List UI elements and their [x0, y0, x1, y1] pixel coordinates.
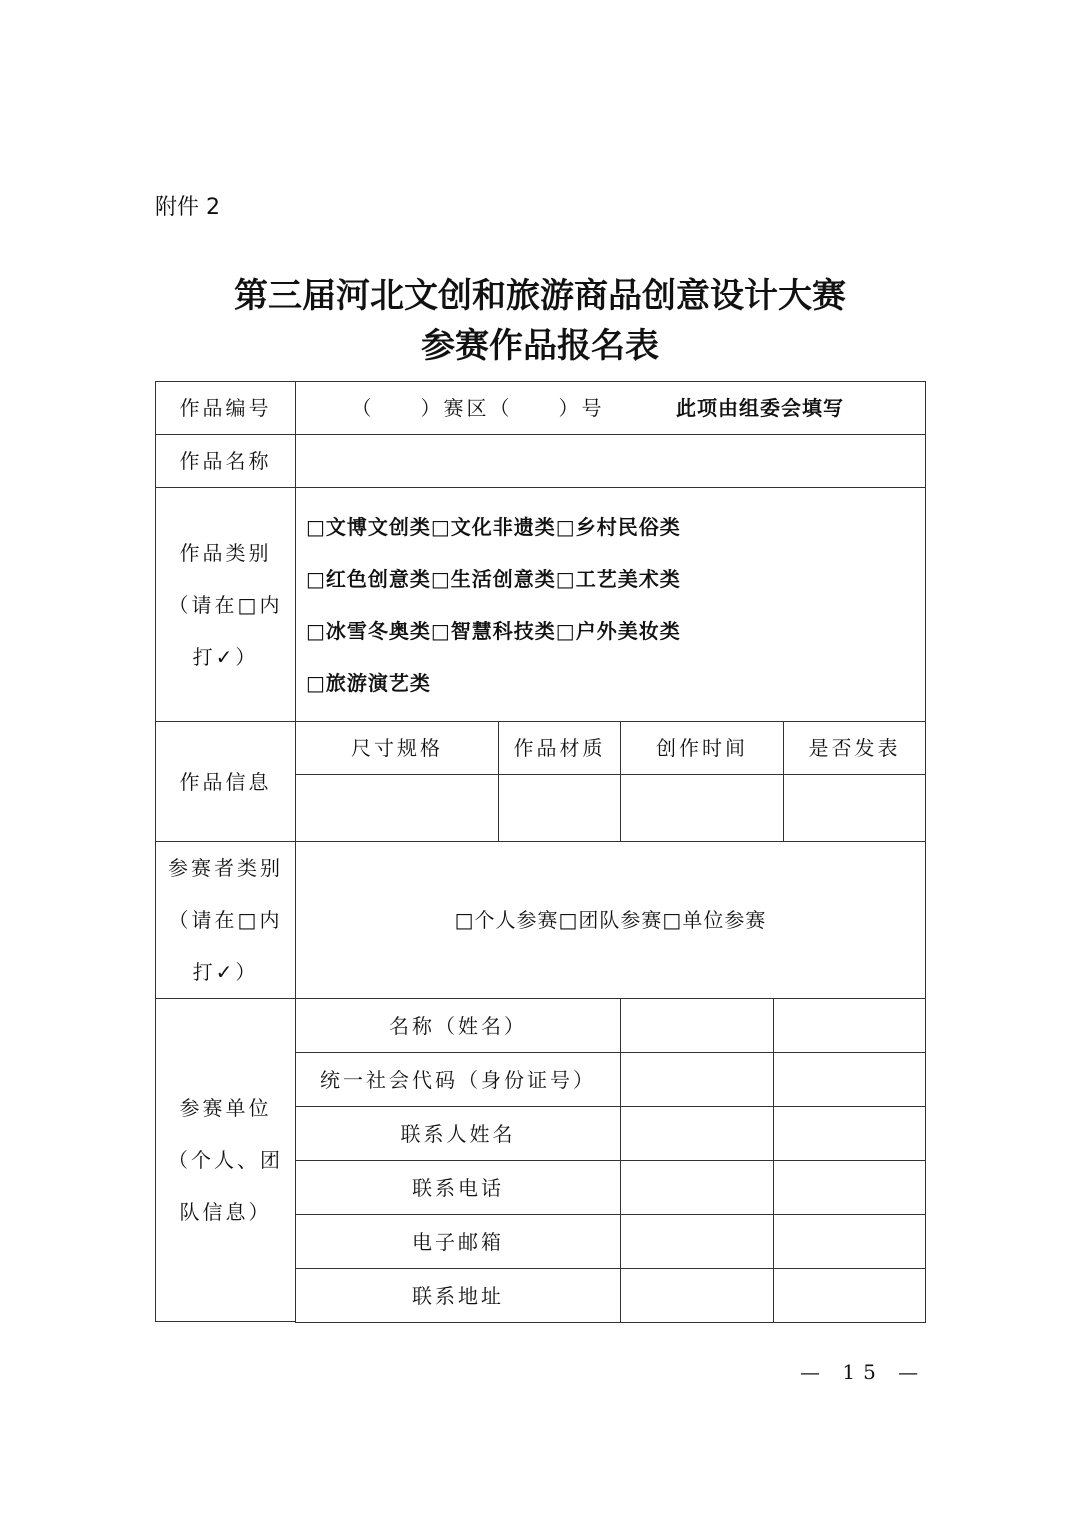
info-size-input[interactable] — [295, 774, 499, 842]
work-no-label: 作品编号 — [155, 381, 296, 435]
participant-label-line: （请在□内 — [168, 908, 283, 932]
unit-field-input[interactable] — [620, 1268, 774, 1323]
unit-field-label: 联系地址 — [295, 1268, 621, 1323]
work-no-value: （ ）赛区（ ）号 — [351, 396, 605, 420]
participant-label-line: 打✓） — [192, 960, 259, 984]
participant-label-line: 参赛者类别 — [168, 856, 283, 880]
unit-field-input[interactable] — [773, 1106, 926, 1161]
attachment-label: 附件 2 — [155, 195, 220, 220]
category-label — [155, 487, 296, 722]
work-no-cell[interactable] — [295, 381, 926, 435]
info-header-material: 作品材质 — [498, 721, 621, 775]
unit-field-label: 电子邮箱 — [295, 1214, 621, 1269]
category-label-line: （请在□内 — [168, 592, 283, 617]
unit-field-input[interactable] — [773, 1160, 926, 1215]
category-line[interactable]: □红色创意类□生活创意类□工艺美术类 — [306, 566, 681, 591]
category-line[interactable]: □冰雪冬奥类□智慧科技类□户外美妆类 — [306, 618, 681, 643]
info-label: 作品信息 — [155, 721, 296, 842]
category-line[interactable]: □旅游演艺类 — [306, 670, 431, 695]
info-header-published: 是否发表 — [783, 721, 926, 775]
unit-field-input[interactable] — [620, 1160, 774, 1215]
category-options[interactable] — [295, 487, 926, 722]
info-time-input[interactable] — [620, 774, 784, 842]
category-label-line: 打✓） — [192, 644, 259, 669]
unit-field-input[interactable] — [773, 1052, 926, 1107]
unit-field-input[interactable] — [620, 1214, 774, 1269]
category-label-line: 作品类别 — [179, 540, 272, 565]
page-number: — 15 — — [800, 1360, 927, 1384]
unit-field-label: 统一社会代码（身份证号） — [295, 1052, 621, 1107]
unit-field-label: 联系人姓名 — [295, 1106, 621, 1161]
unit-label-line: 队信息） — [179, 1200, 272, 1224]
unit-field-input[interactable] — [620, 998, 774, 1053]
work-no-note: 此项由组委会填写 — [676, 396, 844, 420]
info-header-time: 创作时间 — [620, 721, 784, 775]
info-published-input[interactable] — [783, 774, 926, 842]
unit-field-input[interactable] — [773, 998, 926, 1053]
info-header-size: 尺寸规格 — [295, 721, 499, 775]
unit-field-input[interactable] — [620, 1106, 774, 1161]
title-line-1: 第三届河北文创和旅游商品创意设计大赛 — [234, 276, 846, 316]
unit-field-label: 名称（姓名） — [295, 998, 621, 1053]
unit-label-line: 参赛单位 — [179, 1096, 272, 1120]
unit-label-line: （个人、团 — [168, 1148, 283, 1172]
category-line[interactable]: □文博文创类□文化非遗类□乡村民俗类 — [306, 514, 681, 539]
participant-label — [155, 841, 296, 999]
title-line-2: 参赛作品报名表 — [421, 326, 659, 366]
work-name-input[interactable] — [295, 434, 926, 488]
unit-field-label: 联系电话 — [295, 1160, 621, 1215]
unit-field-input[interactable] — [620, 1052, 774, 1107]
unit-field-input[interactable] — [773, 1214, 926, 1269]
work-name-label: 作品名称 — [155, 434, 296, 488]
unit-label — [155, 998, 296, 1322]
participant-options[interactable]: □个人参赛□团队参赛□单位参赛 — [295, 841, 926, 999]
unit-field-input[interactable] — [773, 1268, 926, 1323]
info-material-input[interactable] — [498, 774, 621, 842]
